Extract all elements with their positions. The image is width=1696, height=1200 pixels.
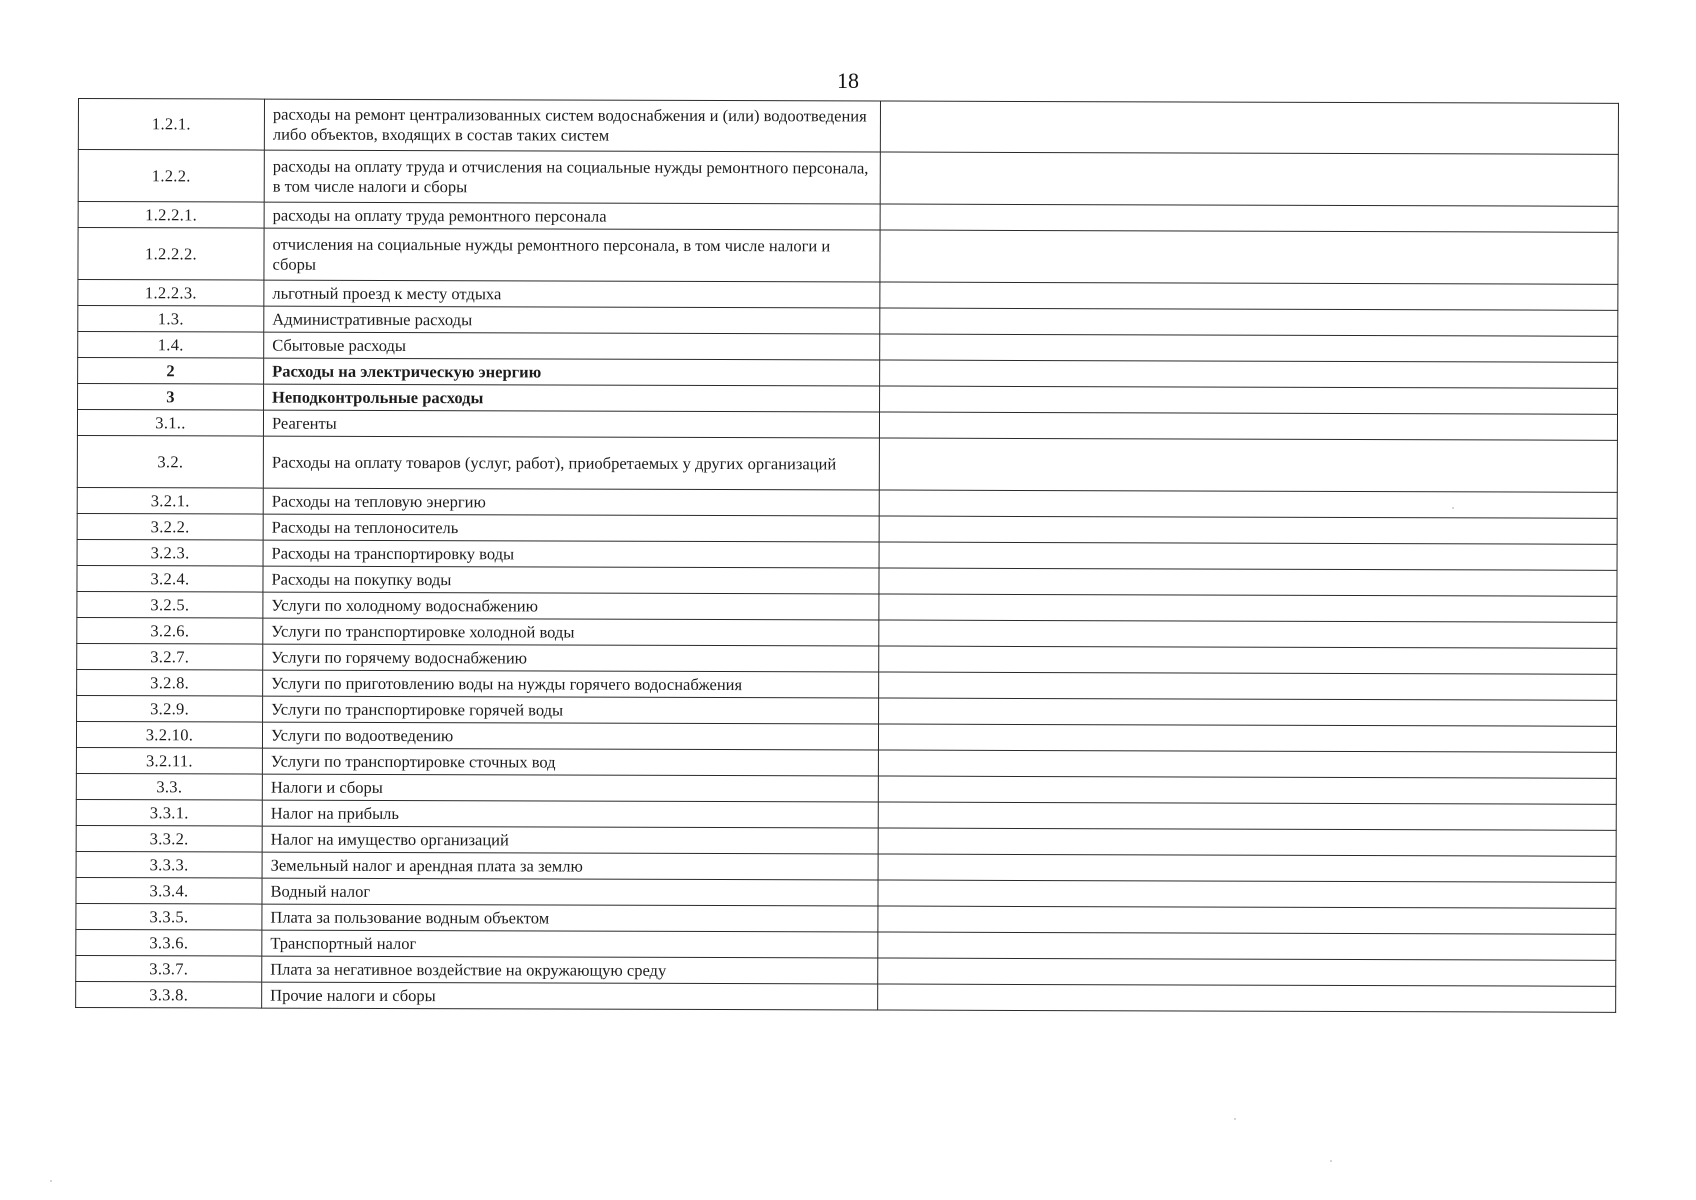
row-label-cell: Услуги по транспортировке сточных вод bbox=[262, 748, 878, 776]
row-value-cell bbox=[880, 386, 1618, 414]
row-number-cell: 3.3.6. bbox=[76, 929, 262, 956]
row-label-cell: Плата за пользование водным объектом bbox=[262, 904, 878, 932]
row-label-cell: Услуги по транспортировке холодной воды bbox=[263, 618, 879, 646]
row-label-cell: Реагенты bbox=[263, 410, 879, 438]
table-row bbox=[76, 981, 1616, 1012]
scan-speck bbox=[1234, 1118, 1236, 1120]
row-value-cell bbox=[879, 698, 1617, 726]
row-label-cell: расходы на оплату труда и отчисления на социальные нужды ремонтного персонала, в том числе налоги и сборы bbox=[264, 150, 880, 204]
row-label-cell: Земельный налог и арендная плата за землю bbox=[262, 852, 878, 880]
row-value-cell bbox=[880, 334, 1618, 362]
row-label-cell: Расходы на транспортировку воды bbox=[263, 540, 879, 568]
row-value-cell bbox=[880, 282, 1618, 310]
row-label-cell: расходы на ремонт централизованных систем водоснабжения и (или) водоотведения либо объектов, входящих в состав таких систем bbox=[264, 99, 880, 152]
row-label-cell: Услуги по приготовлению воды на нужды горячего водоснабжения bbox=[263, 670, 879, 698]
row-number-cell: 3.3.1. bbox=[76, 799, 262, 826]
row-label-cell: Расходы на теплоноситель bbox=[263, 514, 879, 542]
row-number-cell: 1.2.1. bbox=[78, 99, 264, 151]
row-label-cell: Услуги по холодному водоснабжению bbox=[263, 592, 879, 620]
row-value-cell bbox=[879, 568, 1617, 596]
row-value-cell bbox=[878, 880, 1616, 908]
scan-speck bbox=[50, 1180, 52, 1182]
row-number-cell: 1.2.2.2. bbox=[78, 228, 264, 281]
row-number-cell: 3.2.6. bbox=[77, 617, 263, 644]
row-number-cell: 3.3.5. bbox=[76, 903, 262, 930]
row-value-cell bbox=[879, 412, 1617, 440]
row-label-cell: Расходы на оплату товаров (услуг, работ), приобретаемых у других организаций bbox=[263, 436, 879, 490]
table-row bbox=[77, 435, 1617, 492]
row-value-cell bbox=[879, 620, 1617, 648]
row-label-cell: Расходы на тепловую энергию bbox=[263, 488, 879, 516]
row-label-cell: Услуги по водоотведению bbox=[262, 722, 878, 750]
row-value-cell bbox=[878, 776, 1616, 804]
row-number-cell: 3 bbox=[78, 384, 264, 411]
row-number-cell: 1.2.2.1. bbox=[78, 202, 264, 229]
row-label-cell: Услуги по горячему водоснабжению bbox=[263, 644, 879, 672]
row-value-cell bbox=[878, 750, 1616, 778]
row-number-cell: 3.3.4. bbox=[76, 877, 262, 904]
page-number: 18 bbox=[837, 68, 859, 93]
row-number-cell: 3.2.5. bbox=[77, 591, 263, 618]
row-label-cell: Транспортный налог bbox=[262, 930, 878, 958]
row-number-cell: 1.3. bbox=[78, 306, 264, 333]
row-number-cell: 1.2.2.3. bbox=[78, 280, 264, 307]
row-label-cell: отчисления на социальные нужды ремонтного персонала, в том числе налоги и сборы bbox=[264, 228, 880, 282]
row-label-cell: Услуги по транспортировке горячей воды bbox=[263, 696, 879, 724]
row-number-cell: 3.3.8. bbox=[76, 981, 262, 1008]
row-label-cell: Плата за негативное воздействие на окружающую среду bbox=[262, 956, 878, 984]
row-label-cell: Административные расходы bbox=[264, 306, 880, 334]
row-number-cell: 3.3. bbox=[76, 773, 262, 800]
row-value-cell bbox=[878, 854, 1616, 882]
row-label-cell: Сбытовые расходы bbox=[264, 332, 880, 360]
row-value-cell bbox=[879, 672, 1617, 700]
row-label-cell: Налог на прибыль bbox=[262, 800, 878, 828]
row-number-cell: 3.3.7. bbox=[76, 955, 262, 982]
row-number-cell: 3.2.1. bbox=[77, 487, 263, 514]
row-value-cell bbox=[880, 152, 1618, 206]
row-value-cell bbox=[878, 828, 1616, 856]
row-label-cell: Расходы на электрическую энергию bbox=[264, 358, 880, 386]
scan-speck bbox=[1452, 507, 1454, 509]
row-value-cell bbox=[880, 308, 1618, 336]
row-label-cell: расходы на оплату труда ремонтного персонала bbox=[264, 202, 880, 230]
table-row bbox=[78, 228, 1618, 285]
row-value-cell bbox=[880, 204, 1618, 232]
row-value-cell bbox=[878, 906, 1616, 934]
row-number-cell: 3.2.11. bbox=[76, 747, 262, 774]
row-label-cell: Налог на имущество организаций bbox=[262, 826, 878, 854]
cost-items-table bbox=[75, 98, 1619, 1013]
row-label-cell: Водный налог bbox=[262, 878, 878, 906]
row-number-cell: 3.2.3. bbox=[77, 539, 263, 566]
row-label-cell: льготный проезд к месту отдыха bbox=[264, 280, 880, 308]
table-body bbox=[76, 99, 1619, 1013]
row-number-cell: 3.1.. bbox=[77, 410, 263, 437]
row-number-cell: 3.2.10. bbox=[76, 721, 262, 748]
row-value-cell bbox=[880, 101, 1618, 154]
scan-speck bbox=[1330, 1160, 1332, 1162]
row-value-cell bbox=[878, 932, 1616, 960]
row-label-cell: Налоги и сборы bbox=[262, 774, 878, 802]
row-number-cell: 3.3.2. bbox=[76, 825, 262, 852]
row-label-cell: Прочие налоги и сборы bbox=[262, 982, 878, 1010]
row-number-cell: 3.2. bbox=[77, 435, 263, 488]
row-value-cell bbox=[878, 802, 1616, 830]
row-number-cell: 3.2.7. bbox=[77, 643, 263, 670]
row-value-cell bbox=[878, 984, 1616, 1012]
row-number-cell: 1.4. bbox=[78, 332, 264, 359]
row-label-cell: Расходы на покупку воды bbox=[263, 566, 879, 594]
row-value-cell bbox=[880, 230, 1618, 284]
row-value-cell bbox=[879, 646, 1617, 674]
row-label-cell: Неподконтрольные расходы bbox=[264, 384, 880, 412]
row-value-cell bbox=[878, 724, 1616, 752]
table-row bbox=[78, 99, 1618, 155]
row-number-cell: 3.2.9. bbox=[77, 695, 263, 722]
row-number-cell: 3.2.2. bbox=[77, 513, 263, 540]
row-number-cell: 2 bbox=[78, 358, 264, 385]
row-value-cell bbox=[879, 438, 1617, 492]
row-number-cell: 3.2.8. bbox=[77, 669, 263, 696]
row-value-cell bbox=[879, 516, 1617, 544]
row-number-cell: 3.2.4. bbox=[77, 565, 263, 592]
row-value-cell bbox=[879, 594, 1617, 622]
row-value-cell bbox=[878, 958, 1616, 986]
row-value-cell bbox=[879, 542, 1617, 570]
table-row bbox=[78, 150, 1618, 207]
row-number-cell: 3.3.3. bbox=[76, 851, 262, 878]
row-value-cell bbox=[880, 360, 1618, 388]
row-number-cell: 1.2.2. bbox=[78, 150, 264, 203]
row-value-cell bbox=[879, 490, 1617, 518]
